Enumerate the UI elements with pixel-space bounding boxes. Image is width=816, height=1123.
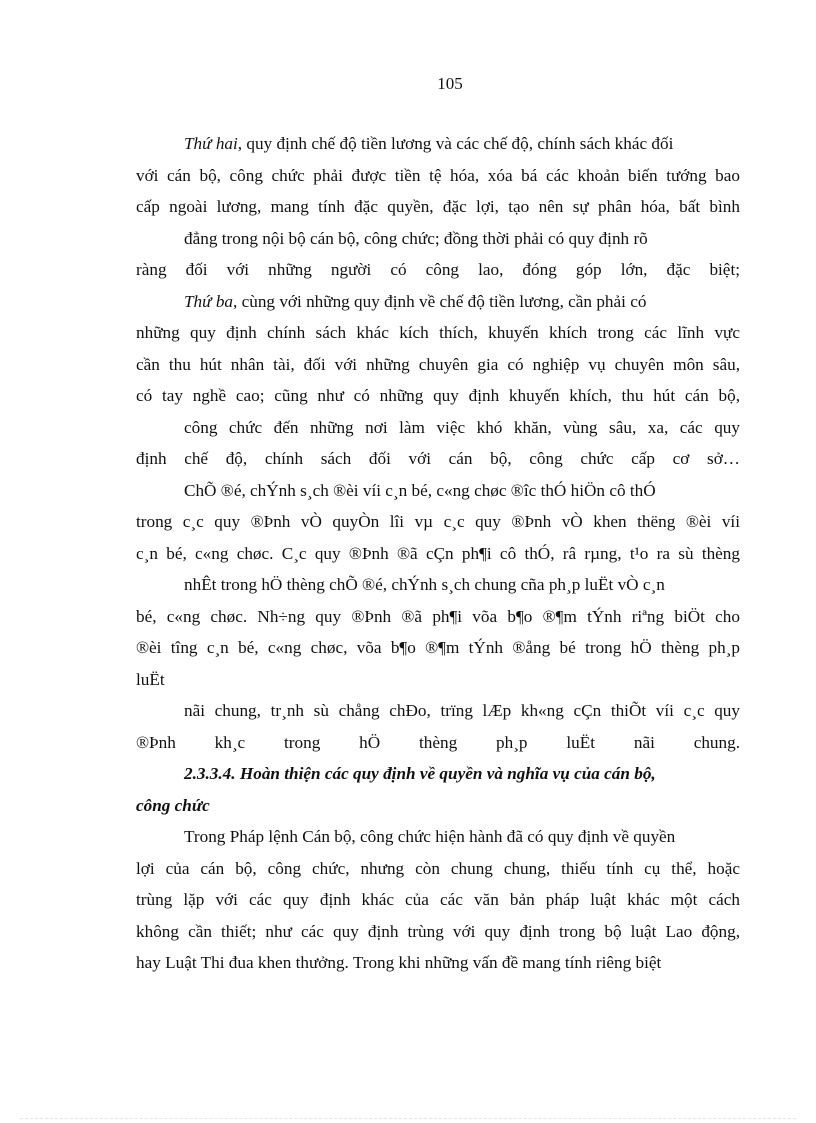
page-bottom-divider: [20, 1118, 796, 1119]
text-line: cấp ngoài lương, mang tính đặc quyền, đặc lợi, tạo nên sự phân hóa, bất bình: [136, 197, 740, 216]
text-line: công chức đến những nơi làm việc khó khăn, vùng sâu, xa, các quy: [184, 417, 740, 437]
text-line: định chế độ, chính sách đối với cán bộ, công chức cấp cơ sở…: [136, 449, 740, 468]
text-line: nhÊt trong hÖ thèng chÕ ®é, chÝnh s¸ch chung cña ph¸p luËt vÒ c¸n: [184, 575, 665, 594]
text-line: ChÕ ®é, chÝnh s¸ch ®èi víi c¸n bé, c«ng chøc ®îc thÓ hiÖn cô thÓ: [184, 480, 656, 500]
text-line: ®èi tîng c¸n bé, c«ng chøc, võa b¶o ®¶m tÝnh ®ång bé trong hÖ thèng ph¸p: [136, 638, 740, 657]
text-line: Trong Pháp lệnh Cán bộ, công chức hiện hành đã có quy định về quyền: [184, 827, 676, 846]
text-line: những quy định chính sách khác kích thích, khuyến khích trong các lĩnh vực: [136, 323, 740, 342]
text-line: đẳng trong nội bộ cán bộ, công chức; đồng thời phải có quy định rõ: [184, 228, 648, 248]
text-line: trùng lặp với các quy định khác của các văn bản pháp luật khác một cách: [136, 890, 740, 909]
text-line: Thứ hai, quy định chế độ tiền lương và các chế độ, chính sách khác đối: [184, 134, 674, 153]
text-line: trong c¸c quy ®Þnh vÒ quyÒn lîi vµ c¸c quy ®Þnh vÒ khen thëng ®èi víi: [136, 512, 740, 531]
text-line: Thứ ba, cùng với những quy định về chế độ tiền lương, cần phải có: [184, 291, 647, 311]
text-line: không cần thiết; như các quy định trùng với quy định trong bộ luật Lao động,: [136, 921, 740, 941]
text-line: lợi của cán bộ, công chức, nhưng còn chung chung, thiếu tính cụ thể, hoặc: [136, 858, 740, 878]
text-line: nãi chung, tr¸nh sù chång chÐo, trïng lÆp kh«ng cÇn thiÕt víi c¸c quy: [184, 701, 740, 720]
section-heading: 2.3.3.4. Hoàn thiện các quy định về quyền và nghĩa vụ của cán bộ,: [184, 764, 656, 783]
text-line: ràng đối với những người có công lao, đóng góp lớn, đặc biệt;: [136, 260, 740, 279]
section-heading-cont: công chức: [136, 795, 210, 815]
document-body: [136, 128, 740, 979]
text-line: có tay nghề cao; cũng như có những quy định khuyến khích, thu hút cán bộ,: [136, 386, 740, 405]
text-line: cần thu hút nhân tài, đối với những chuyên gia có nghiệp vụ chuyên môn sâu,: [136, 354, 740, 374]
text-line: hay Luật Thi đua khen thưởng. Trong khi những vấn đề mang tính riêng biệt: [136, 953, 662, 972]
text-line: với cán bộ, công chức phải được tiền tệ hóa, xóa bá các khoản biến tướng bao: [136, 165, 740, 185]
text-line: luËt: [136, 669, 165, 689]
text-line: ®Þnh kh¸c trong hÖ thèng ph¸p luËt nãi chung.: [136, 732, 740, 752]
page-number: 105: [437, 74, 463, 93]
text-line: bé, c«ng chøc. Nh÷ng quy ®Þnh ®ã ph¶i võa b¶o ®¶m tÝnh riªng biÖt cho: [136, 606, 740, 626]
text-line: c¸n bé, c«ng chøc. C¸c quy ®Þnh ®ã cÇn ph¶i cô thÓ, râ rµng, t¹o ra sù thèng: [136, 543, 740, 563]
